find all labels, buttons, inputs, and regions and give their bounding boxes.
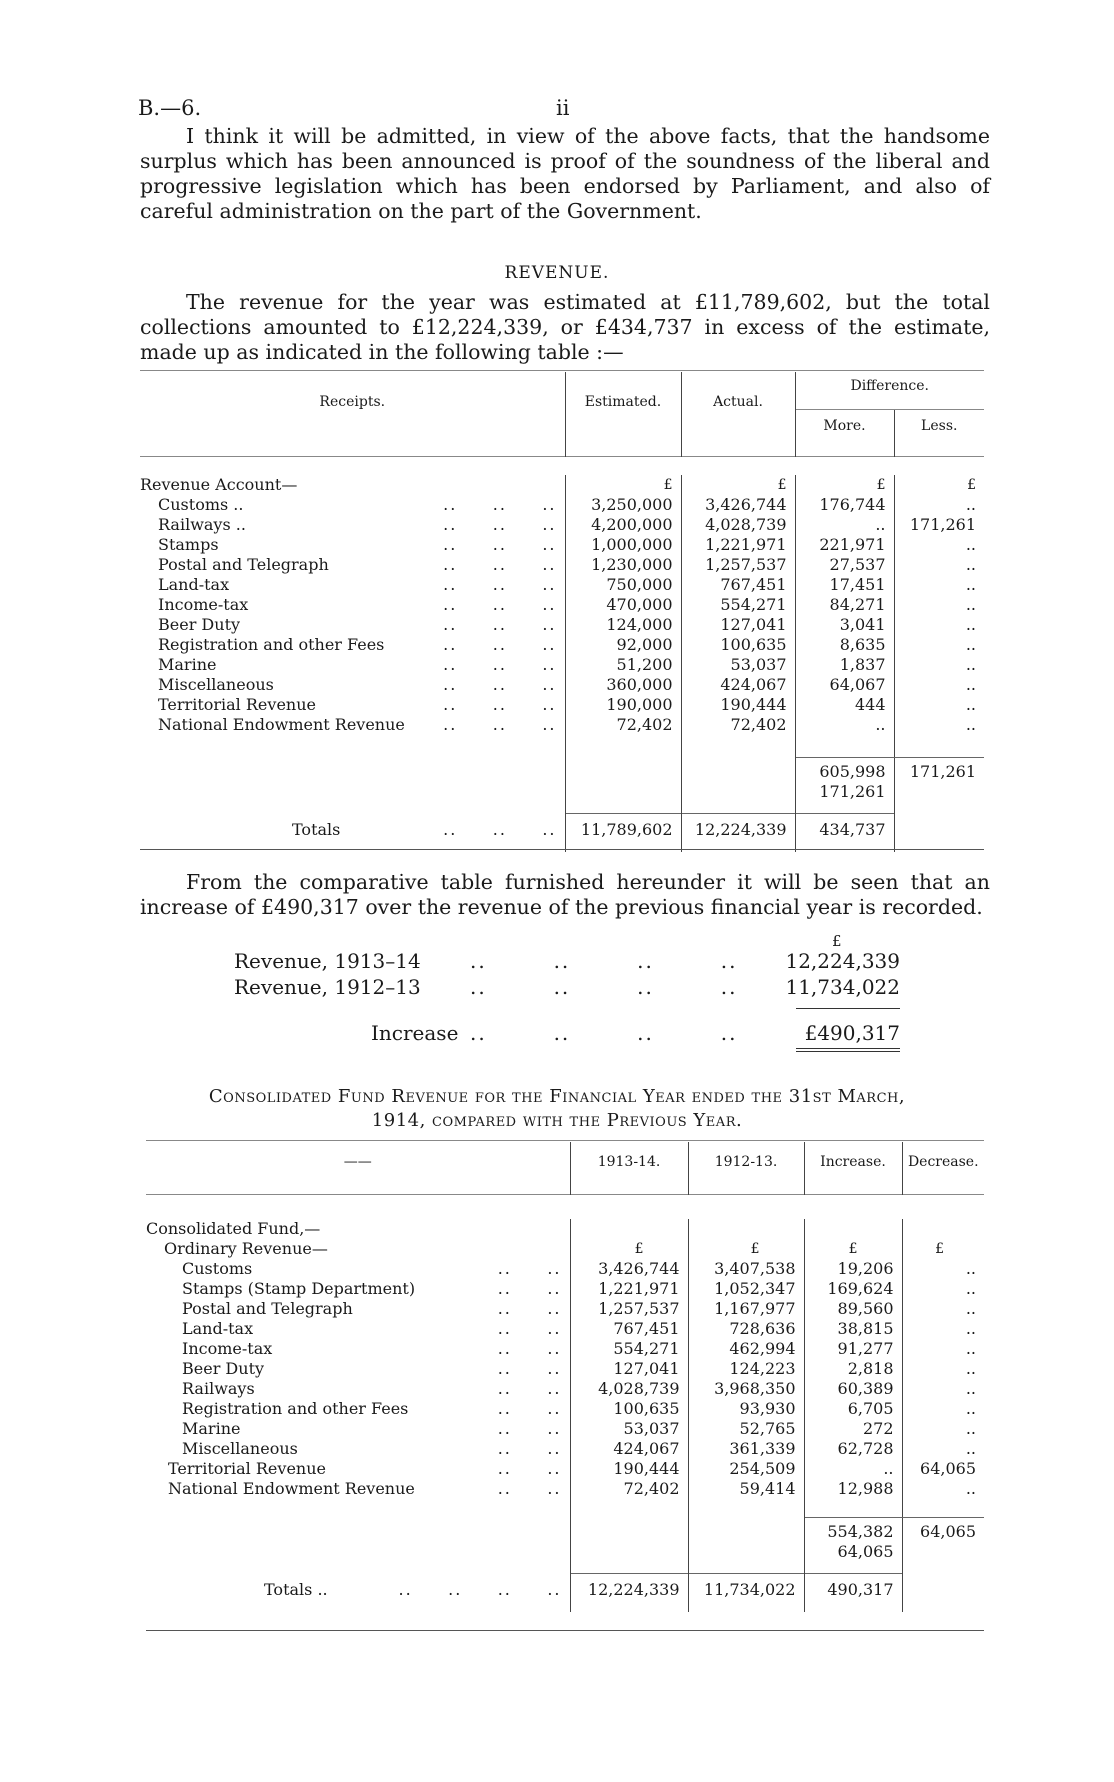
- subgroup-label: Ordinary Revenue—: [146, 1239, 570, 1259]
- more-cell: 444: [795, 695, 894, 715]
- table2-top-rule: [146, 1140, 984, 1141]
- currency-symbol: £: [804, 1239, 902, 1259]
- value-1913: 554,271: [570, 1339, 688, 1359]
- value-1912: 3,407,538: [688, 1259, 804, 1279]
- row-label: Beer Duty: [182, 1359, 265, 1378]
- row-label: Territorial Revenue: [158, 695, 316, 714]
- table2-row: Stamps (Stamp Department) .. .. 1,221,971 1,052,347 169,624 ..: [146, 1279, 984, 1299]
- estimated-cell: 470,000: [565, 595, 681, 615]
- estimated-cell: 3,250,000: [565, 495, 681, 515]
- table1-row: Beer Duty .. .. .. 124,000 127,041 3,041 ..: [140, 615, 984, 635]
- more-cell: 1,837: [795, 655, 894, 675]
- table2-row: Land-tax .. .. 767,451 728,636 38,815 ..: [146, 1319, 984, 1339]
- value-1913: 53,037: [570, 1419, 688, 1439]
- increase-subtotal: 554,382: [804, 1517, 902, 1542]
- comparison-row-label: Revenue, 1912–13: [234, 975, 421, 999]
- value-1912: 361,339: [688, 1439, 804, 1459]
- table2-header-row: [146, 1142, 984, 1195]
- table1-row: Miscellaneous .. .. .. 360,000 424,067 64,067 ..: [140, 675, 984, 695]
- table2-row: National Endowment Revenue .. .. 72,402 59,414 12,988 ..: [146, 1479, 984, 1499]
- total-1912: 11,734,022: [688, 1574, 804, 1612]
- comparison-sum-rule: [796, 1008, 900, 1009]
- actual-header: Actual.: [681, 372, 795, 457]
- estimated-total: 11,789,602: [565, 814, 681, 852]
- comparison-currency: £: [832, 932, 842, 950]
- less-cell: ..: [965, 535, 976, 554]
- totals-label: Totals: [292, 819, 341, 839]
- decrease-cell: ..: [965, 1479, 976, 1498]
- increase-cell: 91,277: [804, 1339, 902, 1359]
- decrease-cell: ..: [965, 1299, 976, 1318]
- table1-row: Postal and Telegraph .. .. .. 1,230,000 1,257,537 27,537 ..: [140, 555, 984, 575]
- value-1912: 254,509: [688, 1459, 804, 1479]
- increase-cell: 272: [804, 1419, 902, 1439]
- more-cell: 221,971: [795, 535, 894, 555]
- actual-cell: 1,257,537: [681, 555, 795, 575]
- table1-row: Income-tax .. .. .. 470,000 554,271 84,271 ..: [140, 595, 984, 615]
- table2-bottom-rule: [146, 1630, 984, 1631]
- less-cell: ..: [965, 695, 976, 714]
- less-cell: ..: [965, 635, 976, 654]
- estimated-cell: 4,200,000: [565, 515, 681, 535]
- revenue-paragraph: The revenue for the year was estimated at £11,789,602, but the total collections amounted to £12,224,339, or £434,737 in excess of the estimate, made up as indicated in the following table :—: [140, 290, 990, 364]
- less-cell: 171,261: [909, 515, 976, 534]
- row-label: National Endowment Revenue: [158, 715, 405, 734]
- increase-cell: 6,705: [804, 1399, 902, 1419]
- increase-cell: 19,206: [804, 1259, 902, 1279]
- row-label: Registration and other Fees: [182, 1399, 409, 1418]
- table2-row: Income-tax .. .. 554,271 462,994 91,277 ..: [146, 1339, 984, 1359]
- value-1912: 124,223: [688, 1359, 804, 1379]
- estimated-cell: 360,000: [565, 675, 681, 695]
- more-cell: 176,744: [795, 495, 894, 515]
- table2-title-line1: Consolidated Fund Revenue for the Financial Year ended the 31st March,: [208, 1086, 906, 1107]
- increase-header: Increase.: [804, 1142, 902, 1195]
- estimated-cell: 124,000: [565, 615, 681, 635]
- more-cell: 3,041: [795, 615, 894, 635]
- less-subtotal: 171,261: [909, 761, 976, 781]
- value-1913: 3,426,744: [570, 1259, 688, 1279]
- currency-symbol: £: [565, 475, 681, 495]
- blank-header: ——: [146, 1142, 570, 1195]
- increase-cell: 169,624: [804, 1279, 902, 1299]
- actual-cell: 127,041: [681, 615, 795, 635]
- more-cell: ..: [795, 515, 894, 535]
- value-1913: 4,028,739: [570, 1379, 688, 1399]
- value-1913: 767,451: [570, 1319, 688, 1339]
- currency-symbol: £: [795, 475, 894, 495]
- revenue-estimate-table: [140, 372, 984, 852]
- increase-cell: 12,988: [804, 1479, 902, 1499]
- decrease-cell: ..: [965, 1259, 976, 1278]
- actual-cell: 72,402: [681, 715, 795, 735]
- less-cell: ..: [965, 555, 976, 574]
- more-cell: 8,635: [795, 635, 894, 655]
- estimated-cell: 92,000: [565, 635, 681, 655]
- table1-header-row: [140, 372, 984, 409]
- less-cell: ..: [965, 655, 976, 674]
- decrease-cell: ..: [965, 1359, 976, 1378]
- currency-symbol: £: [935, 1241, 944, 1257]
- estimated-cell: 1,000,000: [565, 535, 681, 555]
- value-1913: 72,402: [570, 1479, 688, 1499]
- less-cell: ..: [965, 615, 976, 634]
- more-cell: ..: [795, 715, 894, 735]
- table2-totals-row: Totals .. .. .. .. .. 12,224,339 11,734,022 490,317: [146, 1574, 984, 1612]
- comparison-row-label: Revenue, 1913–14: [234, 949, 421, 973]
- row-label: Railways: [182, 1379, 255, 1398]
- table1-row: Stamps .. .. .. 1,000,000 1,221,971 221,971 ..: [140, 535, 984, 555]
- value-1913: 1,257,537: [570, 1299, 688, 1319]
- table2-row: Postal and Telegraph .. .. 1,257,537 1,167,977 89,560 ..: [146, 1299, 984, 1319]
- receipts-header: Receipts.: [140, 372, 565, 457]
- less-cell: ..: [965, 595, 976, 614]
- estimated-cell: 750,000: [565, 575, 681, 595]
- table1-bottom-rule: [140, 849, 984, 850]
- actual-cell: 100,635: [681, 635, 795, 655]
- more-total: 434,737: [795, 814, 894, 852]
- row-label: Marine: [182, 1419, 241, 1438]
- row-label: Territorial Revenue: [168, 1459, 326, 1478]
- decrease-cell: ..: [965, 1279, 976, 1298]
- row-label: Customs ..: [158, 495, 244, 514]
- row-label: Customs: [182, 1259, 253, 1278]
- row-label: Miscellaneous: [158, 675, 274, 694]
- value-1912: 462,994: [688, 1339, 804, 1359]
- table2-row: Registration and other Fees .. .. 100,635 93,930 6,705 ..: [146, 1399, 984, 1419]
- decrease-cell: ..: [965, 1439, 976, 1458]
- actual-cell: 53,037: [681, 655, 795, 675]
- table2-row: Miscellaneous .. .. 424,067 361,339 62,728 ..: [146, 1439, 984, 1459]
- table2-row: Customs .. .. 3,426,744 3,407,538 19,206 ..: [146, 1259, 984, 1279]
- table1-top-rule: [140, 370, 984, 371]
- more-subtotal: 605,998: [795, 757, 894, 782]
- value-1912: 3,968,350: [688, 1379, 804, 1399]
- table2-subgroup-row: [146, 1239, 984, 1259]
- table2-row: Railways .. .. 4,028,739 3,968,350 60,389 ..: [146, 1379, 984, 1399]
- estimated-cell: 72,402: [565, 715, 681, 735]
- table1-row: Land-tax .. .. .. 750,000 767,451 17,451 ..: [140, 575, 984, 595]
- decrease-carried: 64,065: [804, 1542, 902, 1562]
- group-label: Revenue Account—: [140, 475, 565, 495]
- table2-row: Territorial Revenue .. .. 190,444 254,509 .. 64,065: [146, 1459, 984, 1479]
- value-1913: 1,221,971: [570, 1279, 688, 1299]
- comparison-paragraph: From the comparative table furnished hereunder it will be seen that an increase of £490,317 over the revenue of the previous financial year is recorded.: [140, 870, 990, 919]
- consolidated-fund-table: [146, 1142, 984, 1612]
- estimated-header: Estimated.: [565, 372, 681, 457]
- year-1912-header: 1912-13.: [688, 1142, 804, 1195]
- currency-symbol: £: [570, 1239, 688, 1259]
- more-cell: 17,451: [795, 575, 894, 595]
- revenue-heading: REVENUE.: [504, 263, 610, 283]
- row-label: Stamps (Stamp Department): [182, 1279, 416, 1298]
- decrease-subtotal: 64,065: [920, 1521, 976, 1541]
- row-label: Postal and Telegraph: [182, 1299, 353, 1318]
- document-page: B.—6. ii I think it will be admitted, in view of the above facts, that the handsome surplus which has been announced is proof of the soundness of the liberal and progressive legislation which has been endorsed by Parliament, and also of careful administration on the part of the Government. REVENUE. The revenue for the year was estimated at £11,789,602, but the total collections amounted to £12,224,339, or £434,737 in excess of the estimate, made up as indicated in the following table :— Receipts. Estimated. Actual. Difference. More. Less. Revenue Account— £ £ £ £ Customs .. .. .. .. 3,250,000 3,426,744 176,744 .. Railways .. .. .. .. 4,200,000 4,028,739 .. 171,261 Stamps .. .. .. 1,000,000 1,221,971 221,971 .. Postal and Telegraph .. .. .. 1,230,000 1,257,537 27,537 .. Land-tax .. .. .. 750,000 767,451 17,451 .. Income-tax .. .. .. 470,000 554,271 84,271 .. Beer Duty .. .. .. 124,000 127,041 3,041 .. Registration and other Fees .. .. .. 92,000 100,635 8,635 .. Marine .. .. .. 51,200 53,037 1,837 .. Miscellaneous .. .. .. 360,000 424,067 64,067 .. Territorial Revenue .. .. .. 190,000 190,444 444 .. National Endowment Revenue .. .. .. 72,402 72,402 .. .. 605,998 171,261 171,261 Totals .. .. .. 11,789,602 12,224,339 434,737 From the comparative table furnished hereunder it will be seen that an increase of £490,317 over the revenue of the previous financial year is recorded. £ Revenue, 1913–14 .. .. .. .. 12,224,339 Revenue, 1912–13 .. .. .. .. 11,734,022 Increase .. .. .. .. £490,317 Consolidated Fund Revenue for the Financial Year ended the 31st March, 1914, compared with the Previous Year. —— 1913-14. 1912-13. Increase. Decrease. Consolidated Fund,— Ordinary Revenue— £ £ £ £ Customs .. .. 3,426,744 3,407,538 19,206 .. Stamps (Stamp Department) .. .. 1,221,971 1,052,347 169,624 .. Postal and Telegraph .. .. 1,257,537 1,167,977 89,560 .. Land-tax .. .. 767,451 728,636 38,815 .. Income-tax .. .. 554,271 462,994 91,277 .. Beer Duty .. .. 127,041 124,223 2,818 .. Railways .. .. 4,028,739 3,968,350 60,389 .. Registration and other Fees .. .. 100,635 93,930 6,705 .. Marine .. .. 53,037 52,765 272 .. Miscellaneous .. .. 424,067 361,339 62,728 .. Territorial Revenue .. .. 190,444 254,509 .. 64,065 National Endowment Revenue .. .. 72,402 59,414 12,988 .. 554,382 64,065 64,065 Totals .. .. .. .. .. 12,224,339 11,734,022 490,317: [0, 0, 1114, 1782]
- row-label: Land-tax: [158, 575, 230, 594]
- estimated-cell: 1,230,000: [565, 555, 681, 575]
- value-1912: 1,052,347: [688, 1279, 804, 1299]
- increase-cell: 89,560: [804, 1299, 902, 1319]
- actual-cell: 424,067: [681, 675, 795, 695]
- value-1913: 190,444: [570, 1459, 688, 1479]
- estimated-cell: 51,200: [565, 655, 681, 675]
- value-1912: 52,765: [688, 1419, 804, 1439]
- actual-cell: 1,221,971: [681, 535, 795, 555]
- less-carried: 171,261: [795, 782, 894, 802]
- row-label: Land-tax: [182, 1319, 254, 1338]
- difference-header: Difference.: [795, 372, 984, 409]
- increase-cell: 60,389: [804, 1379, 902, 1399]
- row-label: Beer Duty: [158, 615, 241, 634]
- table1-row: Marine .. .. .. 51,200 53,037 1,837 ..: [140, 655, 984, 675]
- table1-row: Registration and other Fees .. .. .. 92,000 100,635 8,635 ..: [140, 635, 984, 655]
- row-label: Registration and other Fees: [158, 635, 385, 654]
- comparison-row-value: 11,734,022: [785, 975, 900, 999]
- table2-title-line2: 1914, compared with the Previous Year.: [371, 1110, 743, 1131]
- more-header: More.: [795, 409, 894, 456]
- decrease-cell: ..: [965, 1399, 976, 1418]
- total-increase: 490,317: [804, 1574, 902, 1612]
- increase-value: £490,317: [804, 1021, 900, 1045]
- decrease-cell: ..: [965, 1319, 976, 1338]
- page-reference: B.—6.: [138, 96, 202, 120]
- intro-paragraph: I think it will be admitted, in view of the above facts, that the handsome surplus which has been announced is proof of the soundness of the liberal and progressive legislation which has been endorsed by Parliament, and also of careful administration on the part of the Government.: [140, 124, 990, 223]
- more-cell: 84,271: [795, 595, 894, 615]
- year-1913-header: 1913-14.: [570, 1142, 688, 1195]
- less-header: Less.: [921, 417, 958, 434]
- table1-row: Customs .. .. .. .. 3,250,000 3,426,744 176,744 ..: [140, 495, 984, 515]
- increase-label: Increase: [371, 1021, 459, 1045]
- value-1913: 127,041: [570, 1359, 688, 1379]
- actual-total: 12,224,339: [681, 814, 795, 852]
- row-label: Income-tax: [182, 1339, 273, 1358]
- group-label: Consolidated Fund,—: [146, 1219, 570, 1239]
- row-label: Railways ..: [158, 515, 246, 534]
- actual-cell: 4,028,739: [681, 515, 795, 535]
- currency-symbol: £: [688, 1239, 804, 1259]
- increase-cell: 2,818: [804, 1359, 902, 1379]
- actual-cell: 554,271: [681, 595, 795, 615]
- value-1913: 100,635: [570, 1399, 688, 1419]
- page-number: ii: [556, 96, 570, 120]
- value-1912: 728,636: [688, 1319, 804, 1339]
- increase-cell: 38,815: [804, 1319, 902, 1339]
- table1-row: Territorial Revenue .. .. .. 190,000 190,444 444 ..: [140, 695, 984, 715]
- comparison-row-value: 12,224,339: [785, 949, 900, 973]
- decrease-cell: ..: [965, 1419, 976, 1438]
- decrease-cell: 64,065: [920, 1459, 976, 1478]
- less-cell: ..: [965, 675, 976, 694]
- value-1912: 59,414: [688, 1479, 804, 1499]
- row-label: Miscellaneous: [182, 1439, 298, 1458]
- more-cell: 64,067: [795, 675, 894, 695]
- table1-row: National Endowment Revenue .. .. .. 72,402 72,402 .. ..: [140, 715, 984, 735]
- less-cell: ..: [965, 715, 976, 734]
- currency-symbol: £: [967, 477, 976, 493]
- decrease-cell: ..: [965, 1379, 976, 1398]
- value-1913: 424,067: [570, 1439, 688, 1459]
- row-label: Postal and Telegraph: [158, 555, 329, 574]
- table2-row: Marine .. .. 53,037 52,765 272 ..: [146, 1419, 984, 1439]
- table1-group-row: [140, 475, 984, 495]
- totals-label: Totals ..: [264, 1579, 328, 1599]
- row-label: National Endowment Revenue: [168, 1479, 415, 1498]
- value-1912: 93,930: [688, 1399, 804, 1419]
- table2-row: Beer Duty .. .. 127,041 124,223 2,818 ..: [146, 1359, 984, 1379]
- row-label: Marine: [158, 655, 217, 674]
- value-1912: 1,167,977: [688, 1299, 804, 1319]
- row-label: Stamps: [158, 535, 219, 554]
- actual-cell: 190,444: [681, 695, 795, 715]
- less-cell: ..: [965, 495, 976, 514]
- decrease-header: Decrease.: [907, 1154, 979, 1170]
- currency-symbol: £: [681, 475, 795, 495]
- estimated-cell: 190,000: [565, 695, 681, 715]
- table1-row: Railways .. .. .. .. 4,200,000 4,028,739 .. 171,261: [140, 515, 984, 535]
- decrease-cell: ..: [965, 1339, 976, 1358]
- actual-cell: 3,426,744: [681, 495, 795, 515]
- table2-subtotal-row: [146, 1517, 984, 1542]
- table1-totals-row: Totals .. .. .. 11,789,602 12,224,339 434,737: [140, 814, 984, 852]
- less-cell: ..: [965, 575, 976, 594]
- total-1913: 12,224,339: [570, 1574, 688, 1612]
- table1-subtotal-row: [140, 757, 984, 782]
- increase-cell: ..: [804, 1459, 902, 1479]
- actual-cell: 767,451: [681, 575, 795, 595]
- row-label: Income-tax: [158, 595, 249, 614]
- table2-group-row: [146, 1219, 984, 1239]
- increase-cell: 62,728: [804, 1439, 902, 1459]
- more-cell: 27,537: [795, 555, 894, 575]
